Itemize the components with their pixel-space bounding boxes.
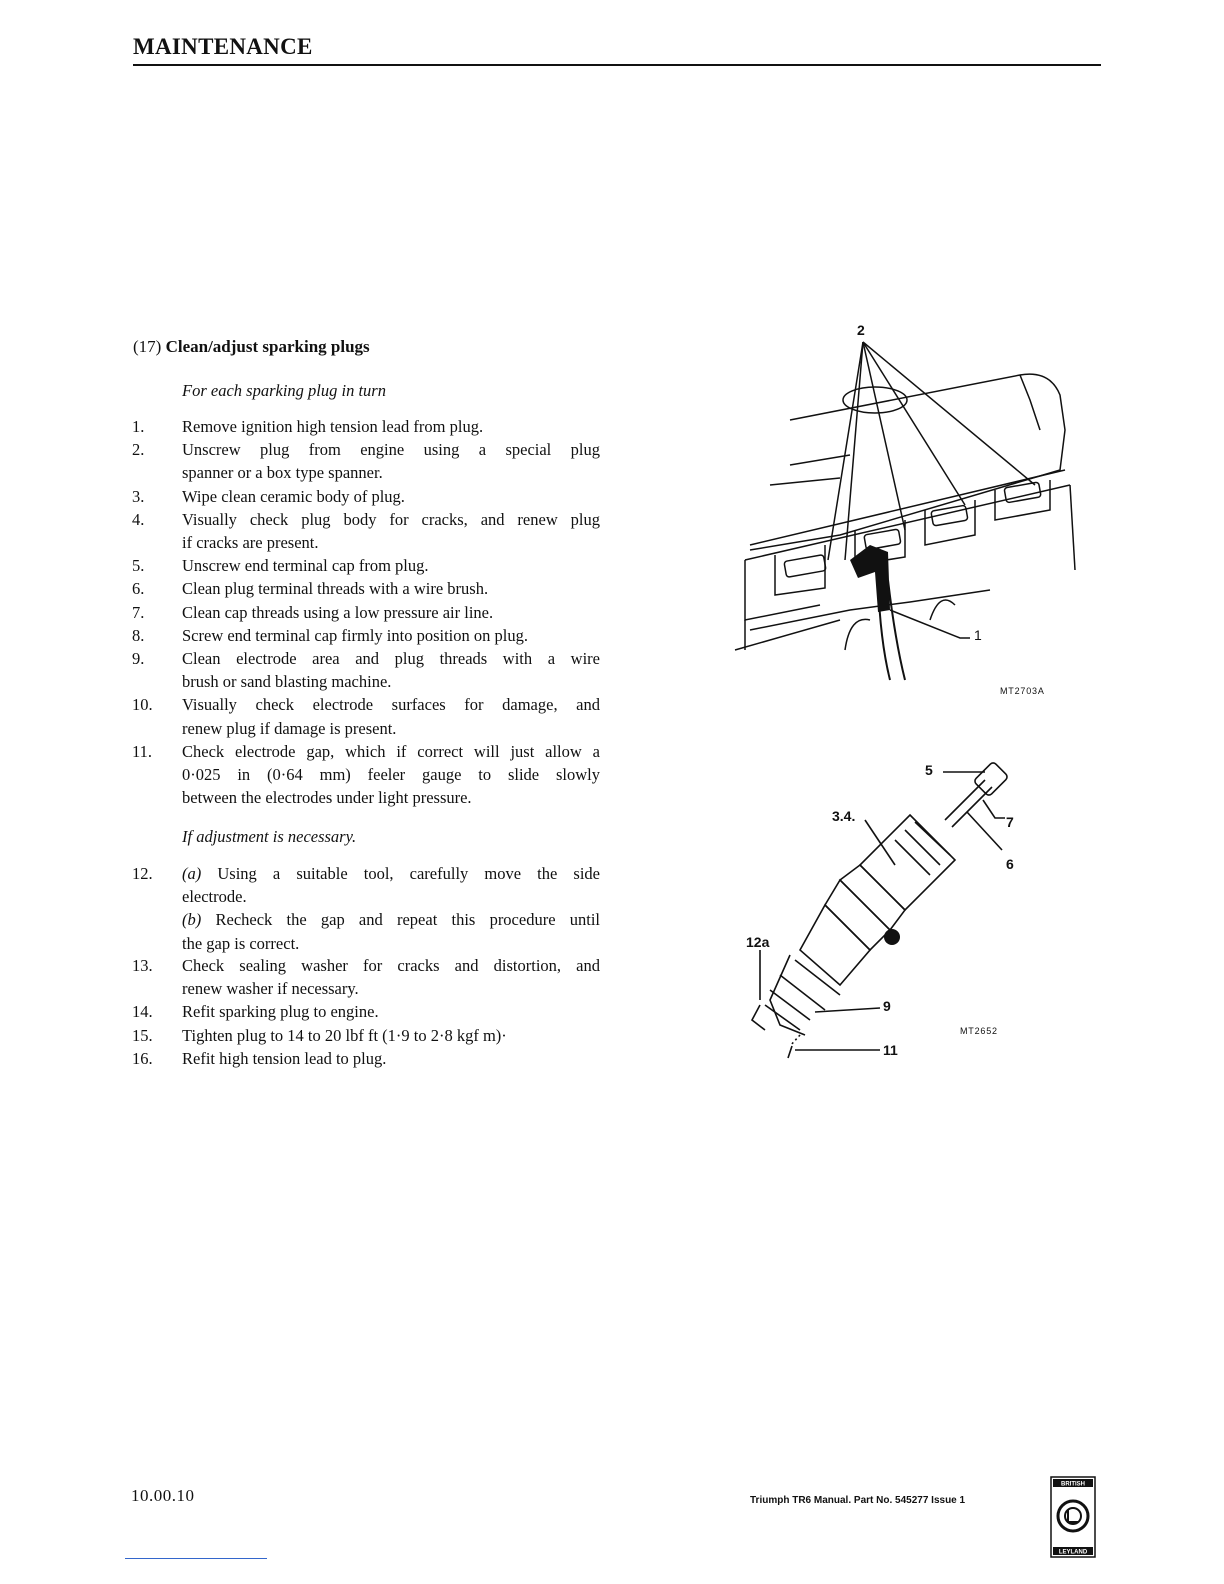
step-number: 12. [132, 864, 153, 883]
step-text-line: Refit sparking plug to engine. [182, 1002, 379, 1022]
list-item [132, 577, 600, 600]
step-text-line: Tighten plug to 14 to 20 lbf ft (1·9 to 2·8 kgf m)· [182, 1025, 507, 1045]
step-text-line: Check electrode gap, which if correct will just allow a [182, 741, 600, 761]
step-number: 2. [132, 440, 145, 460]
figure-2-label-12a: 12a [746, 934, 770, 950]
step-text-line: between the electrodes under light pressure. [182, 788, 472, 808]
british-leyland-logo [1050, 1476, 1096, 1558]
list-item [132, 954, 600, 1000]
step-12a-label: (a) [182, 864, 202, 883]
step-number: 9. [132, 649, 145, 669]
list-item [132, 1024, 600, 1047]
logo-bottom-text: LEYLAND [1058, 1549, 1088, 1556]
step-text-line: Unscrew plug from engine using a special plug [182, 440, 600, 460]
spark-plug-figure [740, 750, 1040, 1070]
engine-plugs-illustration [730, 320, 1110, 710]
step-number: 11. [132, 741, 153, 761]
figure-1-code: MT2703A [1000, 686, 1045, 696]
bottom-link-line [125, 1558, 267, 1559]
step-text-line: Screw end terminal cap firmly into position on plug. [182, 625, 528, 645]
step-12b-line-1: Recheck the gap and repeat this procedure until [215, 910, 600, 930]
step-text-line: Visually check plug body for cracks, and renew plug [182, 509, 600, 529]
step-number: 14. [132, 1002, 153, 1022]
step-text-line: Remove ignition high tension lead from plug. [182, 417, 484, 436]
step-text-line: Wipe clean ceramic body of plug. [182, 486, 405, 506]
logo-top-text: BRITISH [1061, 1481, 1085, 1488]
step-12 [132, 862, 600, 955]
section-intro: For each sparking plug in turn [182, 381, 386, 400]
section-title: Clean/adjust sparking plugs [165, 337, 370, 356]
section-number: (17) [133, 337, 162, 356]
list-item [132, 508, 600, 554]
figure-1-label-1: 1 [974, 627, 982, 643]
figure-1-label-2: 2 [857, 322, 865, 338]
step-text-line: renew plug if damage is present. [182, 718, 397, 738]
adjustment-note: If adjustment is necessary. [182, 827, 357, 846]
list-item [132, 1047, 600, 1070]
step-text-line: Check sealing washer for cracks and distortion, and [182, 956, 600, 975]
section-heading [133, 337, 370, 357]
step-number: 7. [132, 602, 145, 622]
step-number: 8. [132, 625, 145, 645]
step-text-line: Unscrew end terminal cap from plug. [182, 556, 429, 576]
step-text-line: Clean electrode area and plug threads with a wire [182, 649, 600, 669]
list-item [132, 438, 600, 484]
step-number: 13. [132, 956, 153, 975]
list-item [132, 1000, 600, 1023]
manual-reference: Triumph TR6 Manual. Part No. 545277 Issue 1 [750, 1495, 966, 1506]
step-number: 5. [132, 556, 145, 576]
step-number: 1. [132, 417, 145, 436]
step-text-line: renew washer if necessary. [182, 979, 359, 999]
list-item [132, 554, 600, 577]
figure-2-code: MT2652 [960, 1026, 998, 1036]
figure-2-label-3-4: 3.4. [832, 808, 856, 824]
step-number: 4. [132, 509, 145, 529]
page-header-title: MAINTENANCE [133, 34, 313, 59]
step-12a-line-2: electrode. [182, 887, 247, 907]
step-number: 10. [132, 695, 153, 715]
figure-2-label-7: 7 [1006, 814, 1014, 830]
step-text-line: Visually check electrode surfaces for damage, and [182, 695, 600, 715]
step-12b-line-2: the gap is correct. [182, 933, 300, 953]
spark-plug-illustration [740, 750, 1040, 1070]
step-12b-label: (b) [182, 910, 202, 930]
step-number: 15. [132, 1025, 153, 1045]
step-12a-line-1: Using a suitable tool, carefully move the side [217, 864, 600, 883]
steps-list [132, 415, 600, 809]
step-text-line: 0·025 in (0·64 mm) feeler gauge to slide slowly [182, 765, 600, 785]
figure-2-label-9: 9 [883, 998, 891, 1014]
list-item [132, 485, 600, 508]
steps-list-continued [132, 954, 600, 1070]
figure-2-label-11: 11 [883, 1042, 898, 1058]
header-rule [133, 64, 1101, 66]
step-text-line: Clean plug terminal threads with a wire brush. [182, 579, 489, 599]
step-text-line: if cracks are present. [182, 533, 319, 553]
step-number: 6. [132, 579, 145, 599]
step-text-line: brush or sand blasting machine. [182, 672, 392, 692]
step-text-line: spanner or a box type spanner. [182, 463, 383, 483]
list-item [132, 415, 600, 438]
list-item [132, 624, 600, 647]
figure-2-label-6: 6 [1006, 856, 1014, 872]
list-item [132, 740, 600, 810]
step-number: 16. [132, 1048, 153, 1068]
british-leyland-logo-icon [1050, 1476, 1096, 1558]
step-number: 3. [132, 486, 145, 506]
list-item [132, 693, 600, 739]
step-text-line: Refit high tension lead to plug. [182, 1048, 387, 1068]
list-item [132, 601, 600, 624]
list-item [132, 647, 600, 693]
engine-plugs-figure [730, 320, 1110, 710]
figure-2-label-5: 5 [925, 762, 933, 778]
page-number: 10.00.10 [131, 1486, 195, 1505]
step-text-line: Clean cap threads using a low pressure air line. [182, 602, 494, 622]
